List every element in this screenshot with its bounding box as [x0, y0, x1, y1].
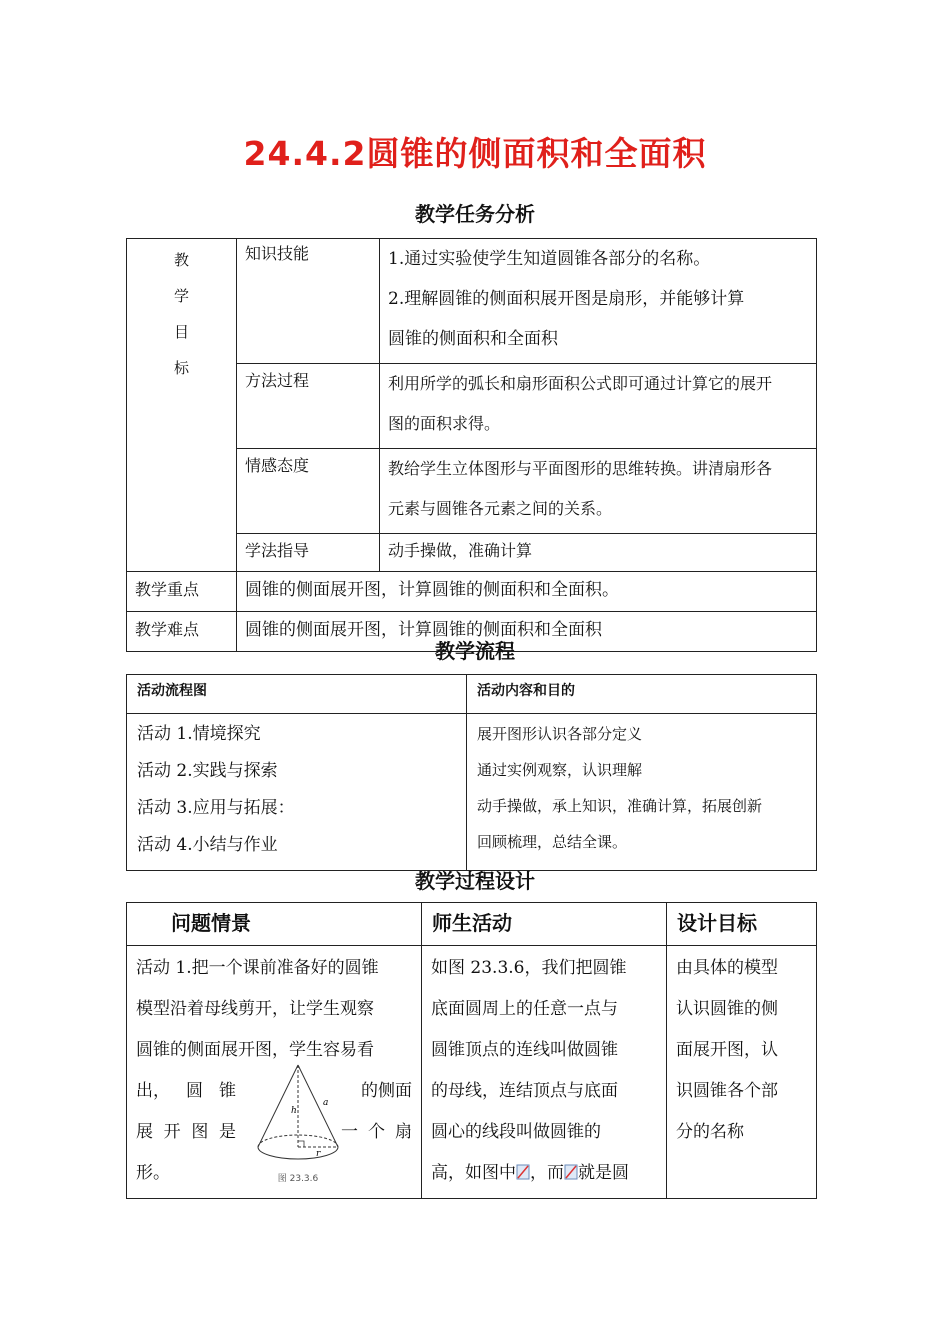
row-label-method: 方法过程 — [237, 364, 380, 449]
difficulty-label: 教学难点 — [127, 612, 237, 652]
section-heading-process: 教学过程设计 — [415, 869, 535, 893]
goal-char: 标 — [173, 359, 189, 377]
task-analysis-table — [126, 238, 817, 652]
page-title: 24.4.2圆锥的侧面积和全面积 — [243, 134, 707, 173]
text-char: 图 — [191, 1122, 209, 1142]
text-line: 的母线，连结顶点与底面 — [431, 1081, 618, 1101]
flow-header-purposes: 活动内容和目的 — [467, 675, 817, 714]
text-line: 如图 23.3.6，我们把圆锥 — [431, 958, 627, 978]
text-line: 图的面积求得。 — [388, 414, 501, 433]
goal-label-cell — [127, 239, 237, 572]
goal-char: 目 — [173, 323, 189, 341]
text-char: 展 — [136, 1122, 153, 1142]
activity-cell — [422, 946, 667, 1199]
text-line: 圆锥的侧面积和全面积 — [388, 329, 558, 349]
situation-cell — [127, 946, 422, 1199]
text-line — [431, 1153, 657, 1194]
cone-slant-right — [298, 1065, 338, 1147]
row-label-attitude: 情感态度 — [237, 449, 380, 534]
row-content-study: 动手操做，准确计算 — [380, 534, 817, 572]
text-line: 圆锥顶点的连线叫做圆锥 — [431, 1040, 618, 1060]
text-char: 出， — [136, 1081, 170, 1101]
label-a: a — [323, 1098, 329, 1108]
text-char: 开 — [163, 1122, 181, 1142]
text-line: 识圆锥各个部 — [676, 1081, 778, 1101]
text-char: 圆 — [186, 1081, 203, 1101]
figure-caption: 图 23.3.6 — [277, 1174, 319, 1184]
text-line: 元素与圆锥各元素之间的关系。 — [388, 499, 613, 518]
process-header-activity: 师生活动 — [422, 903, 667, 946]
label-r: r — [316, 1149, 321, 1159]
list-item: 活动 2.实践与探索 — [137, 761, 278, 781]
section-heading-flow: 教学流程 — [435, 639, 515, 663]
list-item: 动手操做，承上知识，准确计算，拓展创新 — [477, 797, 763, 815]
goal-char: 学 — [173, 287, 189, 305]
text-line: 圆心的线段叫做圆锥的 — [431, 1122, 601, 1142]
embedded-formula-icon — [516, 1164, 530, 1180]
key-point-label: 教学重点 — [127, 572, 237, 612]
teaching-flow-table — [126, 674, 817, 871]
text-line: 面展开图，认 — [676, 1040, 778, 1060]
text-line: 模型沿着母线剪开，让学生观察 — [136, 999, 374, 1019]
text-span: 高，如图中 — [431, 1163, 516, 1183]
flow-header-activities: 活动流程图 — [127, 675, 467, 714]
list-item: 活动 1.情境探究 — [137, 724, 261, 744]
purpose-list — [467, 714, 817, 871]
section-heading-task-analysis: 教学任务分析 — [415, 202, 535, 226]
text-line: 一个扇 — [341, 1122, 422, 1142]
text-span: 就是圆 — [578, 1163, 629, 1183]
cone-figure — [248, 1061, 348, 1189]
label-h: h — [291, 1106, 297, 1116]
list-item: 回顾梳理，总结全课。 — [477, 833, 628, 851]
row-content-method — [380, 364, 817, 449]
key-point-text: 圆锥的侧面展开图，计算圆锥的侧面积和全面积。 — [237, 572, 817, 612]
text-line: 1.通过实验使学生知道圆锥各部分的名称。 — [388, 249, 711, 269]
row-label-knowledge: 知识技能 — [237, 239, 380, 364]
text-char: 是 — [218, 1122, 236, 1142]
text-span: ，而 — [530, 1163, 564, 1183]
process-header-goal: 设计目标 — [667, 903, 817, 946]
text-line: 的侧面 — [361, 1081, 412, 1101]
list-item: 通过实例观察，认识理解 — [477, 761, 643, 779]
process-design-table — [126, 902, 817, 1199]
embedded-formula-icon — [564, 1164, 578, 1180]
row-label-study: 学法指导 — [237, 534, 380, 572]
text-line: 2.理解圆锥的侧面积展开图是扇形，并能够计算 — [388, 289, 745, 309]
text-line: 底面圆周上的任意一点与 — [431, 999, 618, 1019]
right-angle-mark — [298, 1141, 304, 1147]
difficulty-text: 圆锥的侧面展开图，计算圆锥的侧面积和全面积 — [237, 612, 817, 652]
text-line: 教给学生立体图形与平面图形的思维转换。讲清扇形各 — [388, 459, 773, 478]
goal-char: 教 — [173, 251, 189, 269]
text-line: 圆锥的侧面展开图，学生容易看 — [136, 1040, 374, 1060]
text-line: 分的名称 — [676, 1122, 744, 1142]
list-item: 活动 4.小结与作业 — [137, 835, 278, 855]
goal-cell — [667, 946, 817, 1199]
text-line: 活动 1.把一个课前准备好的圆锥 — [136, 958, 379, 978]
text-line: 由具体的模型 — [676, 958, 778, 978]
row-content-attitude — [380, 449, 817, 534]
text-line: 利用所学的弧长和扇形面积公式即可通过计算它的展开 — [388, 374, 773, 393]
row-content-knowledge — [380, 239, 817, 364]
list-item: 展开图形认识各部分定义 — [477, 725, 643, 743]
cone-base-front — [258, 1147, 338, 1159]
text-char: 锥 — [219, 1081, 236, 1101]
text-line: 形。 — [136, 1163, 170, 1183]
cone-figure-row — [136, 1071, 422, 1194]
activity-list — [127, 714, 467, 871]
process-header-situation: 问题情景 — [127, 903, 422, 946]
list-item: 活动 3.应用与拓展： — [137, 798, 295, 818]
text-line: 认识圆锥的侧 — [676, 999, 778, 1019]
